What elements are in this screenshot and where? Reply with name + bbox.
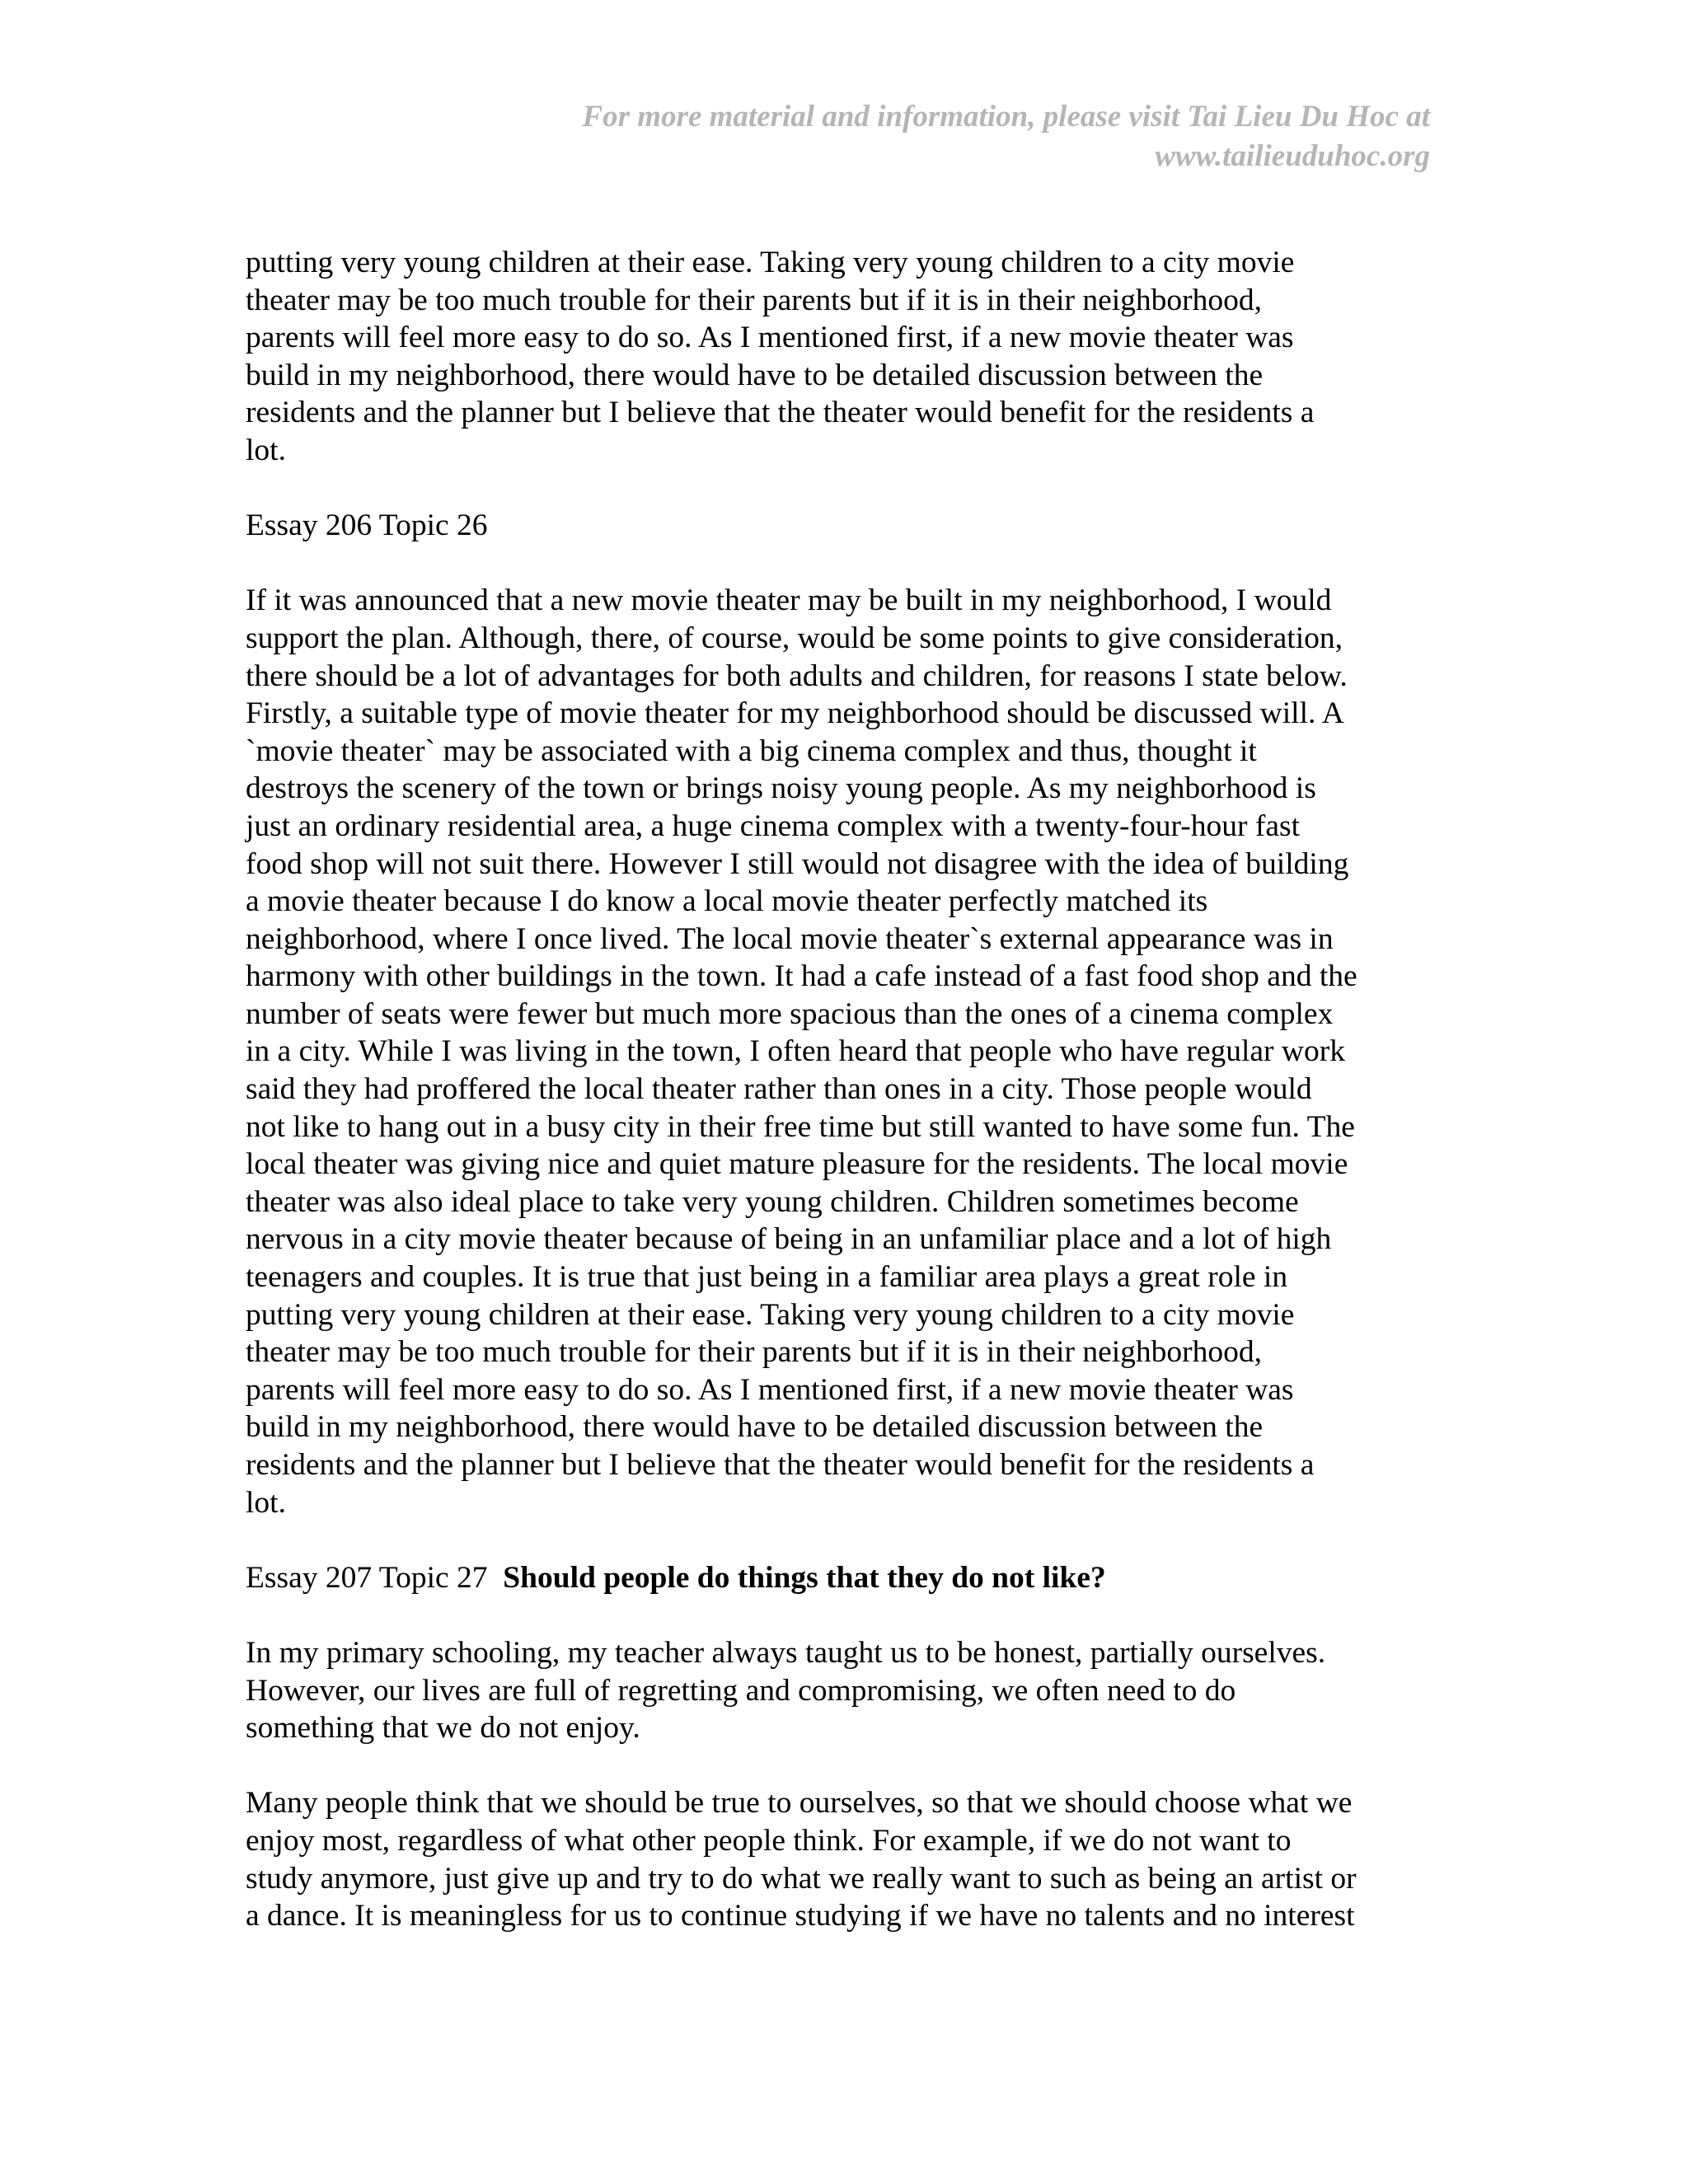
paragraph-spacer bbox=[246, 470, 1432, 508]
paragraph-1 bbox=[246, 244, 1432, 470]
text-line: parents will feel more easy to do so. As I mentioned first, if a new movie theater was bbox=[246, 321, 1294, 355]
text-line: theater may be too much trouble for their parents but if it is in their neighborhood, bbox=[246, 283, 1263, 317]
essay-207-title: Should people do things that they do not like? bbox=[503, 1560, 1106, 1595]
page-header bbox=[359, 97, 1430, 176]
text-line: lot. bbox=[246, 433, 286, 467]
text-line: In my primary schooling, my teacher always taught us to be honest, partially ourselves. bbox=[246, 1635, 1326, 1670]
text-line: Many people think that we should be true to ourselves, so that we should choose what we bbox=[246, 1786, 1353, 1821]
text-line: food shop will not suit there. However I still would not disagree with the idea of building bbox=[246, 846, 1349, 881]
text-line: said they had proffered the local theater rather than ones in a city. Those people would bbox=[246, 1072, 1312, 1107]
paragraph-spacer bbox=[246, 545, 1432, 583]
text-line: enjoy most, regardless of what other people think. For example, if we do not want to bbox=[246, 1823, 1292, 1858]
text-line: putting very young children at their ease. Taking very young children to a city movie bbox=[246, 1297, 1295, 1332]
text-line: teenagers and couples. It is true that just being in a familiar area plays a great role in bbox=[246, 1260, 1288, 1295]
text-line: local theater was giving nice and quiet mature pleasure for the residents. The local movie bbox=[246, 1147, 1348, 1182]
text-line: just an ordinary residential area, a huge cinema complex with a twenty-four-hour fast bbox=[246, 808, 1300, 843]
text-line: nervous in a city movie theater because of being in an unfamiliar place and a lot of high bbox=[246, 1222, 1332, 1257]
header-line-1: For more material and information, please visit Tai Lieu Du Hoc at bbox=[582, 100, 1430, 134]
text-line: residents and the planner but I believe that the theater would benefit for the residents a bbox=[246, 1448, 1315, 1482]
text-line: build in my neighborhood, there would have to be detailed discussion between the bbox=[246, 358, 1264, 392]
text-line: harmony with other buildings in the town. It had a cafe instead of a fast food shop and the bbox=[246, 959, 1357, 994]
header-line-2: www.tailieuduhoc.org bbox=[1155, 139, 1430, 173]
text-line: If it was announced that a new movie theater may be built in my neighborhood, I would bbox=[246, 583, 1332, 618]
text-line: not like to hang out in a busy city in their free time but still wanted to have some fun. The bbox=[246, 1109, 1355, 1144]
paragraph-spacer bbox=[246, 1747, 1432, 1785]
paragraph-spacer bbox=[246, 1596, 1432, 1634]
essay-206-heading: Essay 206 Topic 26 bbox=[246, 509, 488, 543]
text-line: something that we do not enjoy. bbox=[246, 1711, 640, 1746]
text-line: lot. bbox=[246, 1485, 286, 1520]
document-body bbox=[246, 244, 1432, 1935]
text-line: a movie theater because I do know a local movie theater perfectly matched its bbox=[246, 884, 1208, 919]
text-line: parents will feel more easy to do so. As I mentioned first, if a new movie theater was bbox=[246, 1372, 1294, 1407]
text-line: build in my neighborhood, there would have to be detailed discussion between the bbox=[246, 1410, 1264, 1445]
text-line: theater was also ideal place to take very young children. Children sometimes become bbox=[246, 1184, 1299, 1219]
text-line: putting very young children at their ease. Taking very young children to a city movie bbox=[246, 246, 1295, 279]
text-line: in a city. While I was living in the town, I often heard that people who have regular work bbox=[246, 1034, 1345, 1069]
text-line: `movie theater` may be associated with a big cinema complex and thus, thought it bbox=[246, 733, 1257, 768]
paragraph-3 bbox=[246, 1634, 1432, 1747]
text-line: neighborhood, where I once lived. The local movie theater`s external appearance was in bbox=[246, 921, 1334, 956]
text-line: residents and the planner but I believe that the theater would benefit for the residents a bbox=[246, 396, 1315, 430]
text-line: a dance. It is meaningless for us to continue studying if we have no talents and no interest bbox=[246, 1899, 1355, 1933]
text-line: destroys the scenery of the town or brings noisy young people. As my neighborhood is bbox=[246, 771, 1316, 806]
text-line: there should be a lot of advantages for both adults and children, for reasons I state below. bbox=[246, 658, 1348, 693]
text-line: number of seats were fewer but much more spacious than the ones of a cinema complex bbox=[246, 996, 1334, 1031]
paragraph-4 bbox=[246, 1784, 1432, 1934]
paragraph-spacer bbox=[246, 1521, 1432, 1559]
paragraph-2 bbox=[246, 582, 1432, 1521]
essay-207-label: Essay 207 Topic 27 bbox=[246, 1560, 488, 1595]
text-line: support the plan. Although, there, of course, would be some points to give consideration, bbox=[246, 621, 1343, 655]
text-line: theater may be too much trouble for their parents but if it is in their neighborhood, bbox=[246, 1335, 1263, 1370]
text-line: However, our lives are full of regretting and compromising, we often need to do bbox=[246, 1673, 1236, 1708]
text-line: Firstly, a suitable type of movie theater for my neighborhood should be discussed will. A bbox=[246, 696, 1344, 731]
text-line: study anymore, just give up and try to do what we really want to such as being an artist or bbox=[246, 1861, 1357, 1896]
essay-207-heading bbox=[246, 1559, 1432, 1597]
